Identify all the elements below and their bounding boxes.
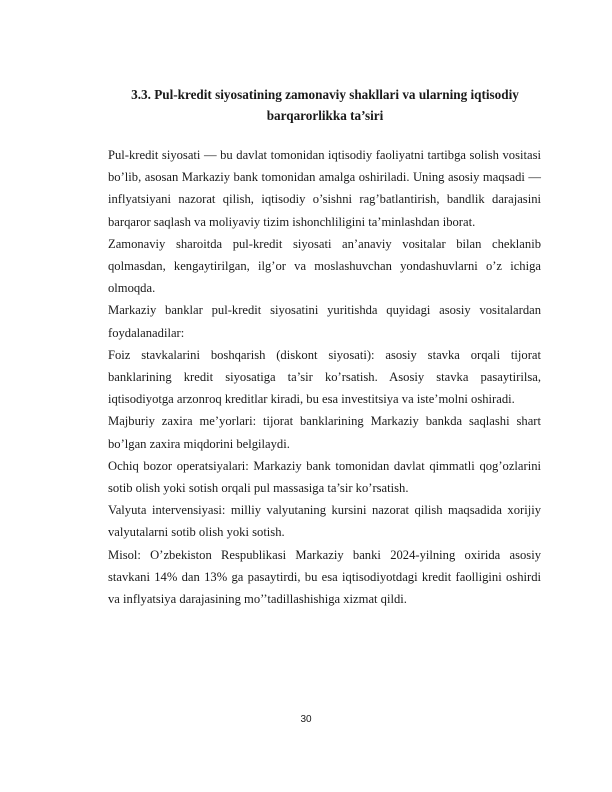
body-text [108,144,541,610]
paragraph-definition: Pul-kredit siyosati — bu davlat tomonidan iqtisodiy faoliyatni tartibga solish vositasi bo’lib, asosan Markaziy bank tomonidan amalga oshiriladi. Uning asosiy maqsadi — inflyatsiyani nazorat qilish, iqtisodiy o’sishni rag’batlantirish, bandlik darajasini barqaror saqlash va moliyaviy tizim ishonchliligini ta’minlashdan iborat. [108,148,541,229]
paragraph-currency-intervention: Valyuta intervensiyasi: milliy valyutaning kursini nazorat qilish maqsadida xorijiy valyutalarni sotib olish yoki sotish. [108,503,541,540]
paragraph-interest-rates: Foiz stavkalarini boshqarish (diskont siyosati): asosiy stavka orqali tijorat banklarining kredit siyosatiga ta’sir ko’rsatish. Asosiy stavka pasaytirilsa, iqtisodiyotga arzonroq kreditlar kiradi, bu esa investitsiya va iste’molni oshiradi. [108,347,541,407]
paragraph-open-market: Ochiq bozor operatsiyalari: Markaziy bank tomonidan davlat qimmatli qog’ozlarini sotib olish yoki sotish orqali pul massasiga ta’sir ko’rsatish. [108,458,541,496]
paragraph-example: Misol: O’zbekiston Respublikasi Markaziy banki 2024-yilning oxirida asosiy stavkani 14% dan 13% ga pasaytirdi, bu esa iqtisodiyotdagi kredit faolligini oshirdi va inflyatsiya darajasining mo’’tadillashishiga xizmat qildi. [108,547,541,607]
paragraph-tools-intro: Markaziy banklar pul-kredit siyosatini yuritishda quyidagi asosiy vositalardan foydalanadilar: [108,303,541,340]
section-heading [100,84,550,126]
paragraph-modern-conditions: Zamonaviy sharoitda pul-kredit siyosati an’anaviy vositalar bilan cheklanib qolmasdan, kengaytirilgan, ilg’or va moslashuvchan yondashuvlarni o’z ichiga olmoqda. [108,236,541,296]
page-number: 30 [300,714,312,725]
section-heading-line-1: 3.3. Pul-kredit siyosatining zamonaviy shakllari va ularning iqtisodiy [131,87,519,102]
paragraph-reserve-requirements: Majburiy zaxira me’yorlari: tijorat banklarining Markaziy bankda saqlashi shart bo’lgan zaxira miqdorini belgilaydi. [108,414,541,451]
section-heading-line-2: barqarorlikka ta’siri [266,108,384,123]
